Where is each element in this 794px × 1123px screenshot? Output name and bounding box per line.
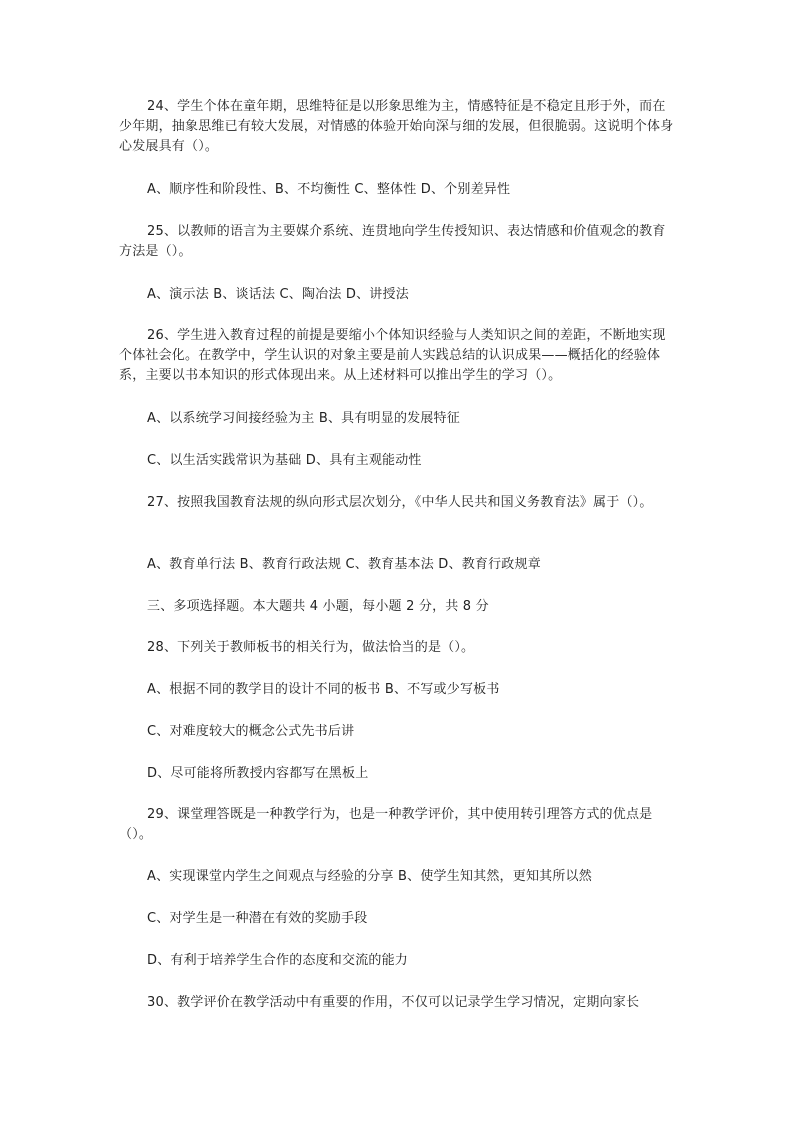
- question-24-options: A、顺序性和阶段性、B、不均衡性 C、整体性 D、个别差异性: [147, 182, 511, 197]
- question-29-options-line-1: A、实现课堂内学生之间观点与经验的分享 B、使学生知其然，更知其所以然: [147, 869, 592, 884]
- question-26-options-line-2: C、以生活实践常识为基础 D、具有主观能动性: [147, 453, 422, 468]
- question-28-text: 28、下列关于教师板书的相关行为，做法恰当的是（）。: [147, 640, 475, 655]
- question-24-text: 24、学生个体在童年期，思维特征是以形象思维为主，情感特征是不稳定且形于外，而在少年期，抽象思维已有较大发展，对情感的体验开始向深与细的发展，但很脆弱。这说明个体身心发展具有（）。: [119, 99, 674, 154]
- question-29-options-line-3: D、有利于培养学生合作的态度和交流的能力: [147, 953, 409, 968]
- question-26-options-line-1: A、以系统学习间接经验为主 B、具有明显的发展特征: [147, 411, 460, 426]
- question-25-text: 25、以教师的语言为主要媒介系统、连贯地向学生传授知识、表达情感和价值观念的教育方法是（）。: [119, 224, 666, 259]
- question-29-options-line-2: C、对学生是一种潜在有效的奖励手段: [147, 911, 368, 926]
- question-26-text: 26、学生进入教育过程的前提是要缩小个体知识经验与人类知识之间的差距，不断地实现个体社会化。在教学中，学生认识的对象主要是前人实践总结的认识成果——概括化的经验体系，主要以书本知识的形式体现出来。从上述材料可以推出学生的学习（）。: [119, 328, 666, 383]
- question-29-text: 29、课堂理答既是一种教学行为，也是一种教学评价，其中使用转引理答方式的优点是（）。: [119, 807, 653, 842]
- question-28-options-line-3: D、尽可能将所教授内容都写在黑板上: [147, 766, 369, 781]
- question-25-options: A、演示法 B、谈话法 C、陶冶法 D、讲授法: [147, 287, 409, 302]
- question-27-text: 27、按照我国教育法规的纵向形式层次划分，《中华人民共和国义务教育法》属于（）。: [147, 495, 653, 510]
- section-3-heading: 三、多项选择题。本大题共 4 小题，每小题 2 分，共 8 分: [147, 599, 489, 614]
- question-28-options-line-2: C、对难度较大的概念公式先书后讲: [147, 724, 355, 739]
- question-28-options-line-1: A、根据不同的教学目的设计不同的板书 B、不写或少写板书: [147, 682, 500, 697]
- question-30-text: 30、教学评价在教学活动中有重要的作用，不仅可以记录学生学习情况，定期向家长: [147, 995, 640, 1010]
- question-27-options: A、教育单行法 B、教育行政法规 C、教育基本法 D、教育行政规章: [147, 557, 541, 572]
